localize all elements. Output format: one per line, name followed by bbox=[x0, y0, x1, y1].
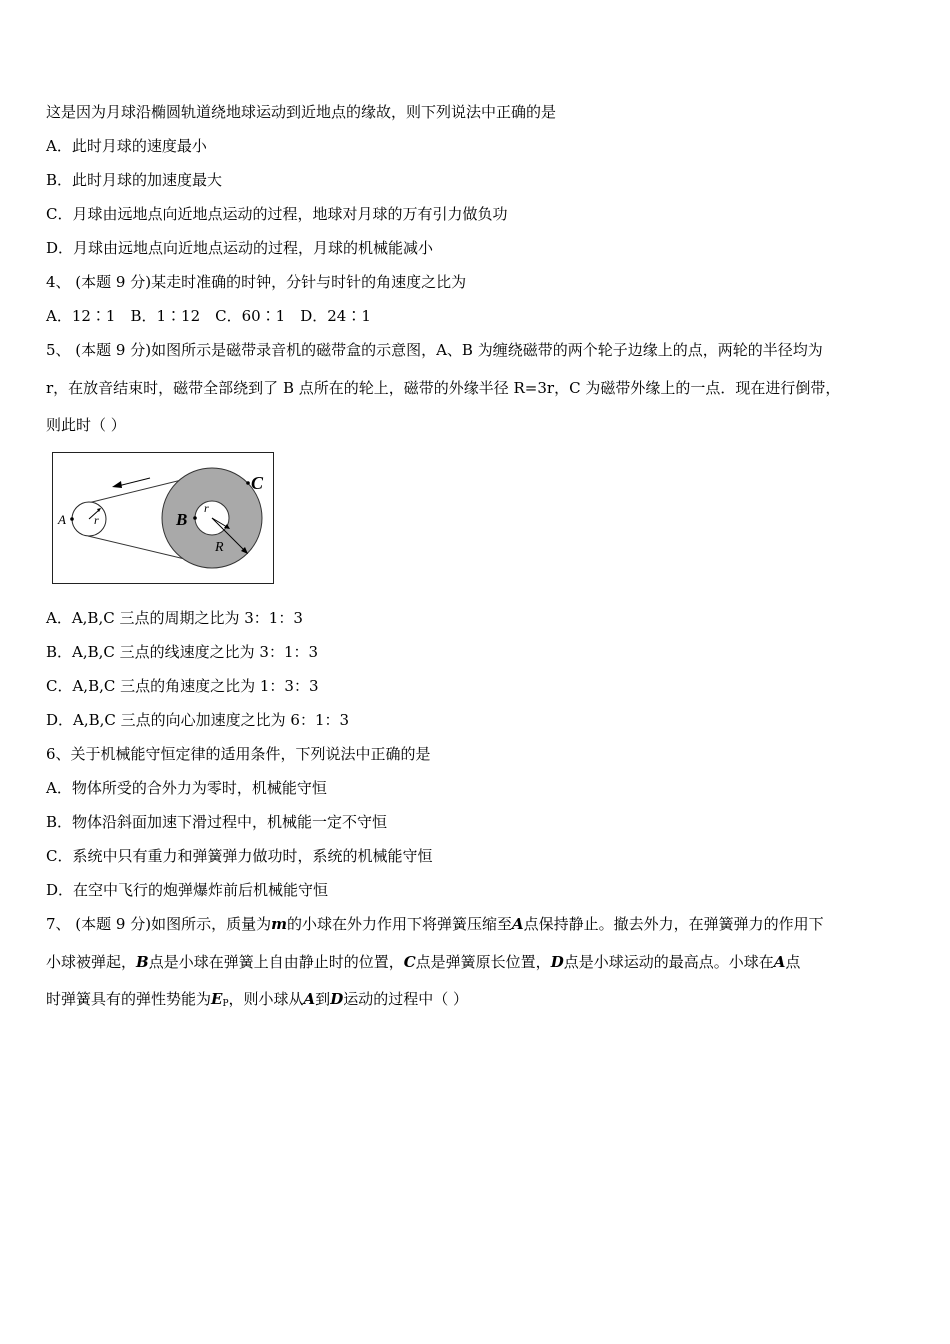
tape-cassette-figure bbox=[52, 452, 274, 584]
label-r-a: r bbox=[94, 513, 99, 527]
q6-option-d: D．在空中飞行的炮弹爆炸前后机械能守恒 bbox=[46, 881, 329, 899]
label-c: C bbox=[251, 473, 264, 493]
q5-option-d: D．A,B,C 三点的向心加速度之比为 6：1：3 bbox=[46, 711, 350, 729]
q7-stem-line1: 7、 (本题 9 分)如图所示，质量为m的小球在外力作用下将弹簧压缩至A点保持静止。撤去外力，在弹簧弹力的作用下 bbox=[46, 915, 824, 933]
q4-options: A．12∶1 B．1∶12 C．60∶1 D．24∶1 bbox=[46, 307, 371, 325]
point-a-dot bbox=[70, 517, 74, 521]
q3-option-b: B．此时月球的加速度最大 bbox=[46, 171, 223, 189]
q5-option-a: A．A,B,C 三点的周期之比为 3：1：3 bbox=[46, 609, 303, 627]
q4-stem: 4、 (本题 9 分)某走时准确的时钟，分针与时针的角速度之比为 bbox=[46, 273, 467, 291]
q5-option-b: B．A,B,C 三点的线速度之比为 3：1：3 bbox=[46, 643, 319, 661]
label-b: B bbox=[176, 510, 188, 529]
q7-stem-line2: 小球被弹起，B点是小球在弹簧上自由静止时的位置，C点是弹簧原长位置，D点是小球运动的最高点。小球在A点 bbox=[46, 953, 801, 971]
q6-stem: 6、关于机械能守恒定律的适用条件，下列说法中正确的是 bbox=[46, 745, 431, 763]
text-line-intro: 这是因为月球沿椭圆轨道绕地球运动到近地点的缘故，则下列说法中正确的是 bbox=[46, 103, 557, 121]
q7-stem-line3: 时弹簧具有的弹性势能为$E_P$，则小球从A到D运动的过程中（ ） bbox=[46, 990, 468, 1009]
point-b-dot bbox=[193, 516, 197, 520]
q6-option-b: B．物体沿斜面加速下滑过程中，机械能一定不守恒 bbox=[46, 813, 388, 831]
point-c-dot bbox=[246, 481, 250, 485]
q5-stem-line2: r，在放音结束时，磁带全部绕到了 B 点所在的轮上，磁带的外缘半径 R=3r，C 为磁带外缘上的一点．现在进行倒带， bbox=[46, 379, 841, 397]
q5-stem-line1: 5、 (本题 9 分)如图所示是磁带录音机的磁带盒的示意图，A、B 为缠绕磁带的两个轮子边缘上的点，两轮的半径均为 bbox=[46, 341, 823, 359]
q3-option-c: C．月球由远地点向近地点运动的过程，地球对月球的万有引力做负功 bbox=[46, 205, 508, 223]
label-a: A bbox=[58, 512, 66, 527]
tape-diagram bbox=[52, 452, 274, 584]
q6-option-c: C．系统中只有重力和弹簧弹力做功时，系统的机械能守恒 bbox=[46, 847, 433, 865]
q3-option-a: A．此时月球的速度最小 bbox=[46, 137, 207, 155]
label-r-b: r bbox=[204, 501, 209, 515]
q5-stem-line3: 则此时（ ） bbox=[46, 416, 126, 434]
q3-option-d: D．月球由远地点向近地点运动的过程，月球的机械能减小 bbox=[46, 239, 434, 257]
label-big-r: R bbox=[215, 540, 224, 555]
q6-option-a: A．物体所受的合外力为零时，机械能守恒 bbox=[46, 779, 327, 797]
q5-option-c: C．A,B,C 三点的角速度之比为 1：3：3 bbox=[46, 677, 319, 695]
